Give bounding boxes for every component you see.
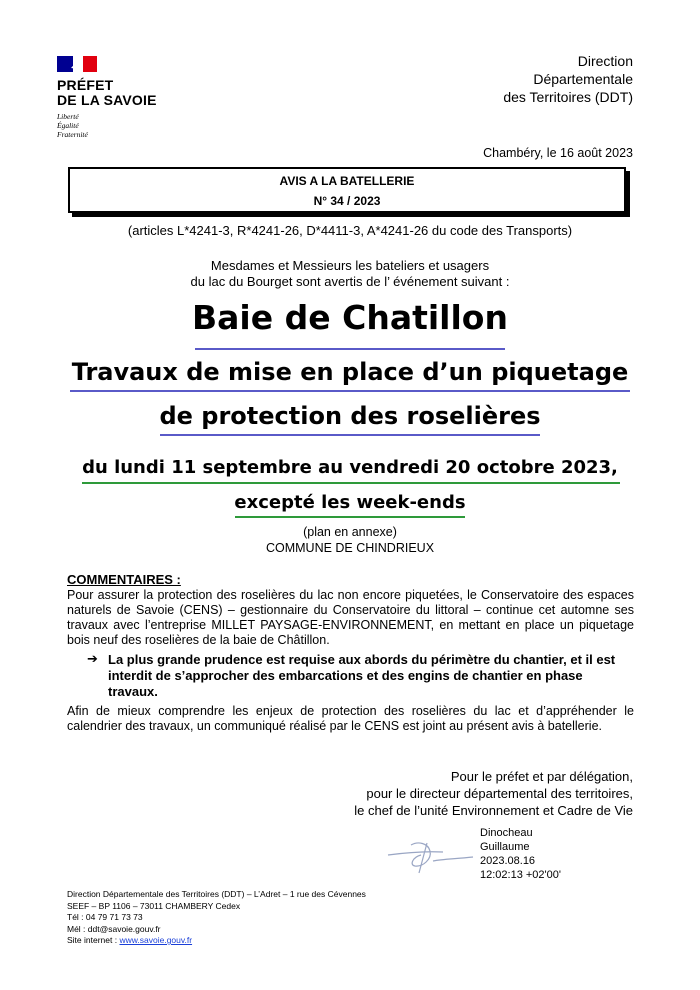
intro-text — [0, 258, 700, 290]
signer-name1: Dinocheau — [480, 827, 533, 839]
avis-title: AVIS A LA BATELLERIE — [279, 174, 415, 188]
dates-line2-underline — [235, 516, 465, 518]
comments-paragraph1: Pour assurer la protection des roselières du lac non encore piquetées, le Conservatoire des espaces naturels de Savoie (CENS) – gestionnaire du Conservatoire du littoral – continue cet automne ses travaux avec l’entreprise MILLET PAYSAGE-ENVIRONNEMENT, en mettant en place un piquetage bois neuf des roselières de la baie de Châtillon. — [67, 588, 634, 647]
commune-name: COMMUNE DE CHINDRIEUX — [265, 541, 435, 555]
plan-annexe: (plan en annexe) — [303, 525, 397, 539]
digital-signer — [480, 826, 561, 882]
motto-fraternite: Fraternité — [57, 130, 88, 139]
avis-number: N° 34 / 2023 — [313, 194, 381, 208]
ddt-line3: des Territoires (DDT) — [503, 89, 633, 105]
dates-line1: du lundi 11 septembre au vendredi 20 octobre 2023, — [82, 457, 618, 478]
footer-line3: Tél : 04 79 71 73 73 — [67, 912, 143, 922]
signature-line1: Pour le préfet et par délégation, — [450, 769, 633, 784]
motto-egalite: Égalité — [57, 121, 79, 130]
signature-block — [354, 768, 633, 819]
works-line2-underline — [160, 434, 540, 436]
website-link[interactable]: www.savoie.gouv.fr — [119, 935, 193, 945]
footer-line5 — [67, 935, 366, 947]
logo-title-line2: DE LA SAVOIE — [57, 92, 157, 108]
logo-title-line1: PRÉFET — [57, 77, 114, 93]
footer-line1: Direction Départementale des Territoires (DDT) – L’Adret – 1 rue des Cévennes — [67, 889, 366, 899]
arrow-right-icon: ➔ — [87, 652, 98, 667]
document-date: Chambéry, le 16 août 2023 — [483, 146, 633, 160]
website-label: Site internet : — [67, 935, 120, 945]
signature-line3: le chef de l’unité Environnement et Cadre de Vie — [354, 803, 633, 818]
ddt-line2: Départementale — [533, 71, 633, 87]
works-line1-underline — [70, 390, 630, 392]
works-heading-line2: de protection des roselières — [159, 402, 541, 430]
signer-name2: Guillaume — [480, 841, 530, 853]
footer — [67, 889, 366, 947]
legal-articles: (articles L*4241-3, R*4241-26, D*4411-3, A*4241-26 du code des Transports) — [127, 223, 573, 238]
footer-line2: SEEF – BP 1106 – 73011 CHAMBERY Cedex — [67, 900, 241, 911]
logo-motto — [57, 112, 187, 139]
place-heading: Baie de Chatillon — [192, 298, 508, 337]
footer-line4: Mél : ddt@savoie.gouv.fr — [67, 923, 161, 934]
signer-date: 2023.08.16 — [480, 855, 536, 867]
works-heading-line1: Travaux de mise en place d’un piquetage — [71, 358, 629, 386]
signer-time: 12:02:13 +02'00' — [480, 869, 561, 881]
handwritten-signature — [383, 833, 483, 878]
avis-title-box — [68, 167, 626, 213]
marianne-flag-icon — [57, 56, 97, 72]
comments-bullet: La plus grande prudence est requise aux abords du périmètre du chantier, et il est interdit de s’approcher des embarcations et des engins de chantier en phase travaux. — [108, 652, 616, 699]
signature-line2: pour le directeur départemental des territoires, — [366, 786, 633, 801]
plan-info — [0, 524, 700, 556]
motto-liberte: Liberté — [57, 112, 79, 121]
intro-line2: du lac du Bourget sont avertis de l’ événement suivant : — [190, 274, 510, 289]
ddt-line1: Direction — [577, 53, 633, 69]
intro-line1: Mesdames et Messieurs les bateliers et usagers — [210, 258, 490, 273]
comments-title: COMMENTAIRES : — [67, 572, 181, 587]
place-underline — [195, 348, 505, 350]
prefecture-logo — [57, 56, 187, 139]
dates-line2: excepté les week-ends — [234, 492, 466, 513]
ddt-header — [503, 52, 633, 106]
comments-paragraph2: Afin de mieux comprendre les enjeux de protection des roselières du lac et d’appréhender le calendrier des travaux, un communiqué réalisé par le CENS est joint au présent avis à batellerie. — [67, 704, 634, 733]
dates-line1-underline — [82, 482, 620, 484]
